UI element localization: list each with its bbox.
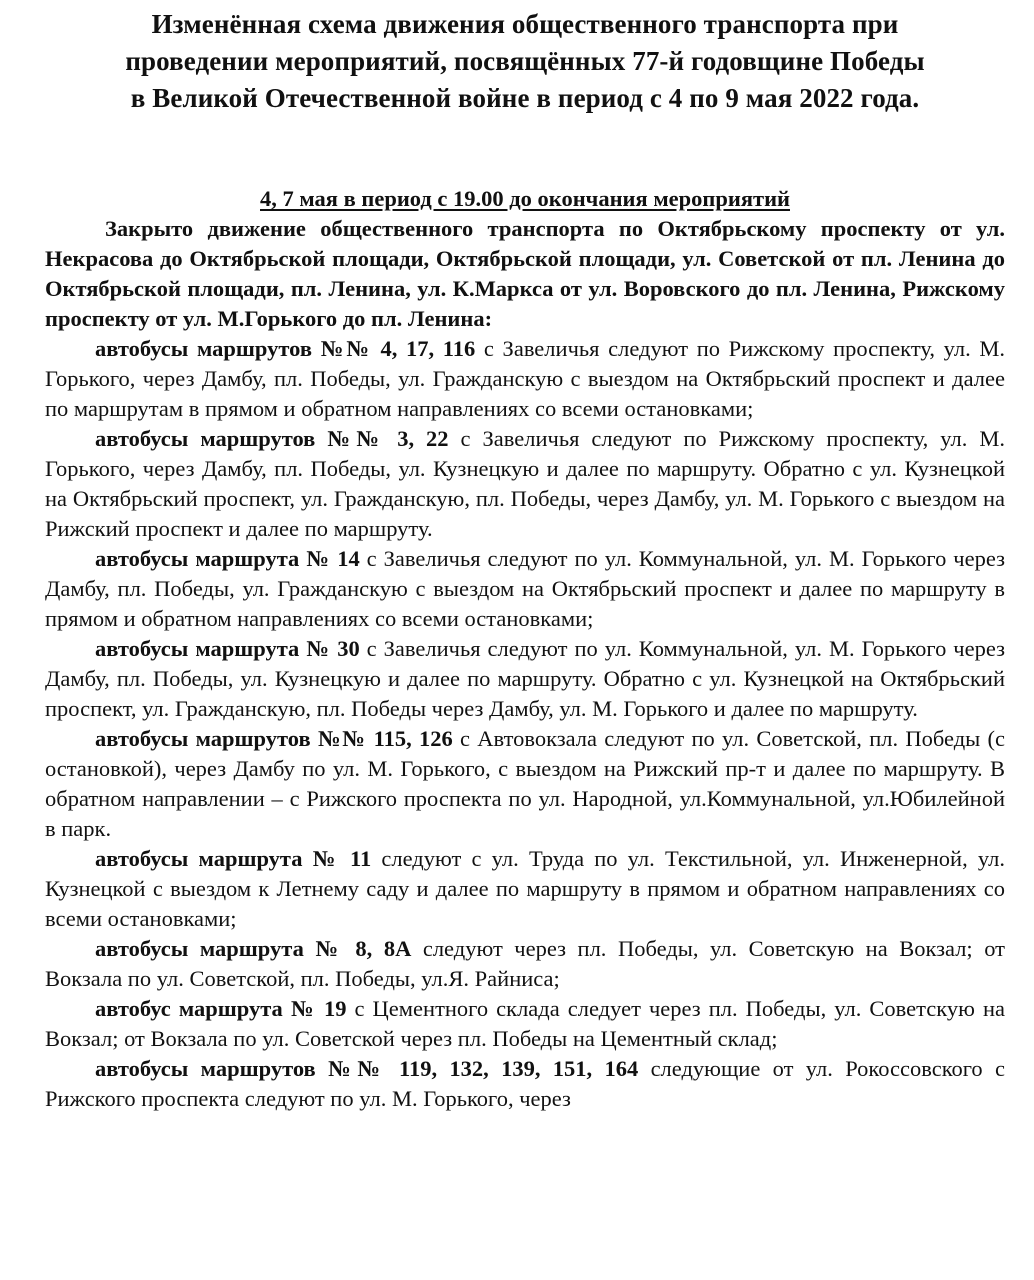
route-label: автобусы маршрута № 8, 8А [95, 936, 412, 961]
section-heading-text: 4, 7 мая в период с 19.00 до окончания мероприятий [260, 186, 790, 211]
route-text: с Автовокзала следуют по ул. Советской, пл. Победы (с остановкой), через Дамбу по ул. М. Горького, с выездом на Рижский пр-т и далее по маршруту. В обратном направлении – с Рижского проспекта по ул. Народной, ул.Коммунальной, ул.Юбилейной в парк. [45, 726, 1005, 841]
section-heading [45, 184, 1005, 214]
route-label: автобус маршрута № 19 [95, 996, 347, 1021]
route-paragraph [45, 994, 1005, 1054]
route-text: с Завеличья следуют по Рижскому проспекту, ул. М. Горького, через Дамбу, пл. Победы, ул. Гражданскую с выездом на Октябрьский проспект и далее по маршрутам в прямом и обратном направлениях со всеми остановками; [45, 336, 1005, 421]
route-paragraph [45, 934, 1005, 994]
route-paragraph [45, 724, 1005, 844]
route-label: автобусы маршрутов №№ 119, 132, 139, 151, 164 [95, 1056, 639, 1081]
route-text: следуют с ул. Труда по ул. Текстильной, ул. Инженерной, ул. Кузнецкой с выездом к Летнему саду и далее по маршруту в прямом и обратном направлениях со всеми остановками; [45, 846, 1005, 931]
route-text: с Цементного склада следует через пл. Победы, ул. Советскую на Вокзал; от Вокзала по ул. Советской через пл. Победы на Цементный склад; [45, 996, 1005, 1051]
route-label: автобусы маршрутов №№ 4, 17, 116 [95, 336, 476, 361]
document-page [45, 0, 1005, 1114]
route-paragraph [45, 634, 1005, 724]
route-text: следующие от ул. Рокоссовского с Рижского проспекта следуют по ул. М. Горького, через [45, 1056, 1005, 1111]
route-label: автобусы маршрута № 14 [95, 546, 360, 571]
route-paragraph [45, 544, 1005, 634]
route-label: автобусы маршрутов №№ 3, 22 [95, 426, 449, 451]
route-text: с Завеличья следуют по Рижскому проспекту, ул. М. Горького, через Дамбу, пл. Победы, ул. Кузнецкую и далее по маршруту. Обратно с ул. Кузнецкой на Октябрьский проспект, ул. Гражданскую, пл. Победы, через Дамбу, ул. М. Горького с выездом на Рижский проспект и далее по маршруту. [45, 426, 1005, 541]
title-line: Изменённая схема движения общественного транспорта при [151, 9, 899, 39]
route-paragraph [45, 334, 1005, 424]
route-paragraph [45, 424, 1005, 544]
title-line: в Великой Отечественной войне в период с 4 по 9 мая 2022 года. [130, 83, 920, 113]
route-text: с Завеличья следуют по ул. Коммунальной, ул. М. Горького через Дамбу, пл. Победы, ул. Кузнецкую и далее по маршруту. Обратно с ул. Кузнецкой на Октябрьский проспект, ул. Гражданскую, пл. Победы через Дамбу, ул. М. Горького и далее по маршруту. [45, 636, 1005, 721]
title-line: проведении мероприятий, посвящённых 77-й годовщине Победы [125, 46, 925, 76]
route-paragraph [45, 844, 1005, 934]
route-label: автобусы маршрутов №№ 115, 126 [95, 726, 453, 751]
route-paragraph [45, 1054, 1005, 1114]
route-text: следуют через пл. Победы, ул. Советскую на Вокзал; от Вокзала по ул. Советской, пл. Победы, ул.Я. Райниса; [45, 936, 1005, 991]
route-label: автобусы маршрута № 11 [95, 846, 372, 871]
intro-paragraph: Закрыто движение общественного транспорта по Октябрьскому проспекту от ул. Некрасова до Октябрьской площади, Октябрьской площади, ул. Советской от пл. Ленина до Октябрьской площади, пл. Ленина, ул. К.Маркса от ул. Воровского до пл. Ленина, Рижскому проспекту от ул. М.Горького до пл. Ленина: [45, 216, 1005, 331]
route-label: автобусы маршрута № 30 [95, 636, 360, 661]
route-text: с Завеличья следуют по ул. Коммунальной, ул. М. Горького через Дамбу, пл. Победы, ул. Гражданскую с выездом на Октябрьский проспект и далее по маршруту в прямом и обратном направлениях со всеми остановками; [45, 546, 1005, 631]
document-title [45, 0, 1005, 117]
